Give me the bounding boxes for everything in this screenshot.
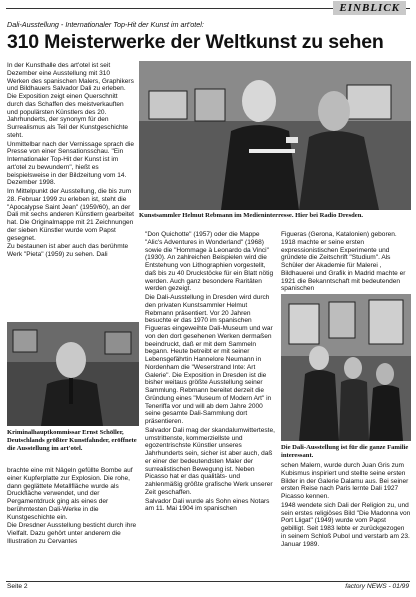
photo-family: [281, 294, 411, 441]
article-column-2: [145, 231, 277, 580]
issue-label: factory NEWS - 01/99: [345, 583, 409, 590]
caption-family: Die Dali-Ausstellung ist für die ganze Familie interessant.: [281, 444, 409, 459]
paragraph: Die Dresdner Ausstellung besticht durch ihre Vielfalt. Dazu gehört unter anderem die Illustration zu Cervantes: [7, 522, 137, 545]
article-column-3: [281, 231, 411, 293]
paragraph: "Don Quichotte" (1957) oder die Mappe "Alic's Adventures in Wonderland" (1968) sowie die "Hommage à Leonardo da Vinci" (1930). An zahlreichen Beispielen wird die Entstehung von Lithographien vorgestellt, daß bis zu 40 Druckstöcke für ein Blatt nötig werden. Auch ganz besondere Raritäten werden gezeigt.: [145, 231, 274, 293]
footer-rule: [6, 581, 410, 582]
paragraph: Im Mittelpunkt der Ausstellung, die bis zum 28. Februar 1999 zu erleben ist, steht die "Apocalypse Saint Jean" (1959/60), an der Dali mit sechs anderen Künstlern gearbeitet hat. Die Originalmappe mit 21 Zeichnungen der sieben Künstler wurde vom Papst gesegnet.: [7, 188, 134, 242]
paragraph: Zu bestaunen ist aber auch das berühmte Werk "Pieta" (1959) zu sehen. Dali: [7, 243, 129, 258]
paragraph: Die Dali-Ausstellung in Dresden wird durch den privaten Kunstsammler Helmut Rebmann präsentiert. Vor 20 Jahren besuchte er das 1970 im spanischen Figueras eingeweihte Dali-Museum und war von den dort gesehenen Werken dermaßen beeindruckt, daß er mit dem Sammeln begann. Heute betreibt er mit seiner Lebensgefährtin Hannelore Neumann in Nordenham die "Weserstrand Inte: Art Galerie". Die Exposition in Dresden ist die bisher weitaus größte Ausstellung seiner Sammlung. Rebmann bereitet derzeit die Gründung eines "Museum of Modern Art" in Teneriffa vor und will ab dem Jahre 2000 seine gesamte Dali-Sammlung dort präsentieren.: [145, 294, 273, 425]
article-column-3-lower: [281, 462, 411, 580]
paragraph: Salvador Dali wurde als Sohn eines Notars am 11. Mai 1904 im spanischen: [145, 497, 270, 513]
paragraph: brachte eine mit Nägeln gefüllte Bombe auf einer Kupferplatte zur Explosion. Die rohe, dann geglättete Metallfläche wurde als Druckfläche verwendet, und der Pergamentdruck ging als eines der berühmtesten Dali-Werke in die Kunstgeschichte ein.: [7, 467, 133, 521]
section-label: EINBLICK: [333, 1, 406, 15]
paragraph: 1948 wendete sich Dali der Religion zu, und sein erstes religiöses Bild "Die Madonna von Port Lligat" (1949) wurde vom Papst gebilligt. Seit 1983 lebte er zurückgezogen in seinem Schloß Pubol und verstarb am 23. Januar 1989.: [281, 501, 411, 548]
article-column-1-lower: [7, 467, 137, 580]
paragraph: Salvador Dali mag der skandalumwitterteste, umstrittenste, kommerziellste und egozentrischste Künstler unseres Jahrhunderts sein, sicher ist aber auch, daß er einer der bedeutendsten Maler der surrealistischen Bewegung ist. Neben Picasso hat er das qualitäts- und zahlenmäßig größte grafische Werk unserer Zeit geschaffen.: [145, 426, 275, 496]
article-column-1: [7, 62, 134, 320]
page-number: Seite 2: [7, 583, 28, 590]
caption-schoeller: Kriminalhauptkommissar Ernst Schöller, Deutschlands größter Kunstfahnder, eröffnete die Ausstellung im art'otel.: [7, 429, 137, 452]
paragraph: Figueras (Gerona, Katalonien) geboren. 1918 machte er seine ersten expressionistischen Experimente und gründete die Zeitschrift "Studium". Als Schüler der Akademie für Malerei , Bildhauerei und Grafik in Madrid machte er 1921 die Bekanntschaft mit bedeutenden spanischen: [281, 231, 406, 293]
headline: 310 Meisterwerke der Weltkunst zu sehen: [7, 31, 384, 53]
paragraph: schen Malern, wurde durch Juan Gris zum Kubismus inspiriert und stellte seine ersten Bilder in der Galerie Dalamu aus. Bei seiner ersten Reise nach Paris lernte Dali 1927 Picasso kennen.: [281, 462, 409, 500]
kicker: Dali-Ausstellung - Internationaler Top-Hit der Kunst im art'otel:: [7, 20, 204, 29]
paragraph: In der Kunsthalle des art'otel ist seit Dezember eine Ausstellung mit 310 Werken des spanischen Malers, Graphikers und Bildhauers Salvador Dali zu erleben. Die Exposition zeigt einen Querschnitt durch das Schaffen des meistverkauften und populärsten Künstlers des 20. Jahrhunderts, der synonym für den Surrealismus als Teil der Kunstgeschichte steht.: [7, 62, 134, 139]
paragraph: Unmittelbar nach der Vernissage sprach die Presse von einer Sensationsschau. "Ein Internationaler Top-Hit der Kunst ist im art'otel zu bewundern", hießt es beispielsweise in der Bildzeitung vom 14. Dezember 1998.: [7, 140, 134, 187]
photo-schoeller: [7, 322, 139, 426]
photo-interview: [139, 61, 411, 210]
caption-interview: Kunstsammler Helmut Rebmann im Medieninterresse. Hier bei Radio Dresden.: [139, 212, 364, 219]
